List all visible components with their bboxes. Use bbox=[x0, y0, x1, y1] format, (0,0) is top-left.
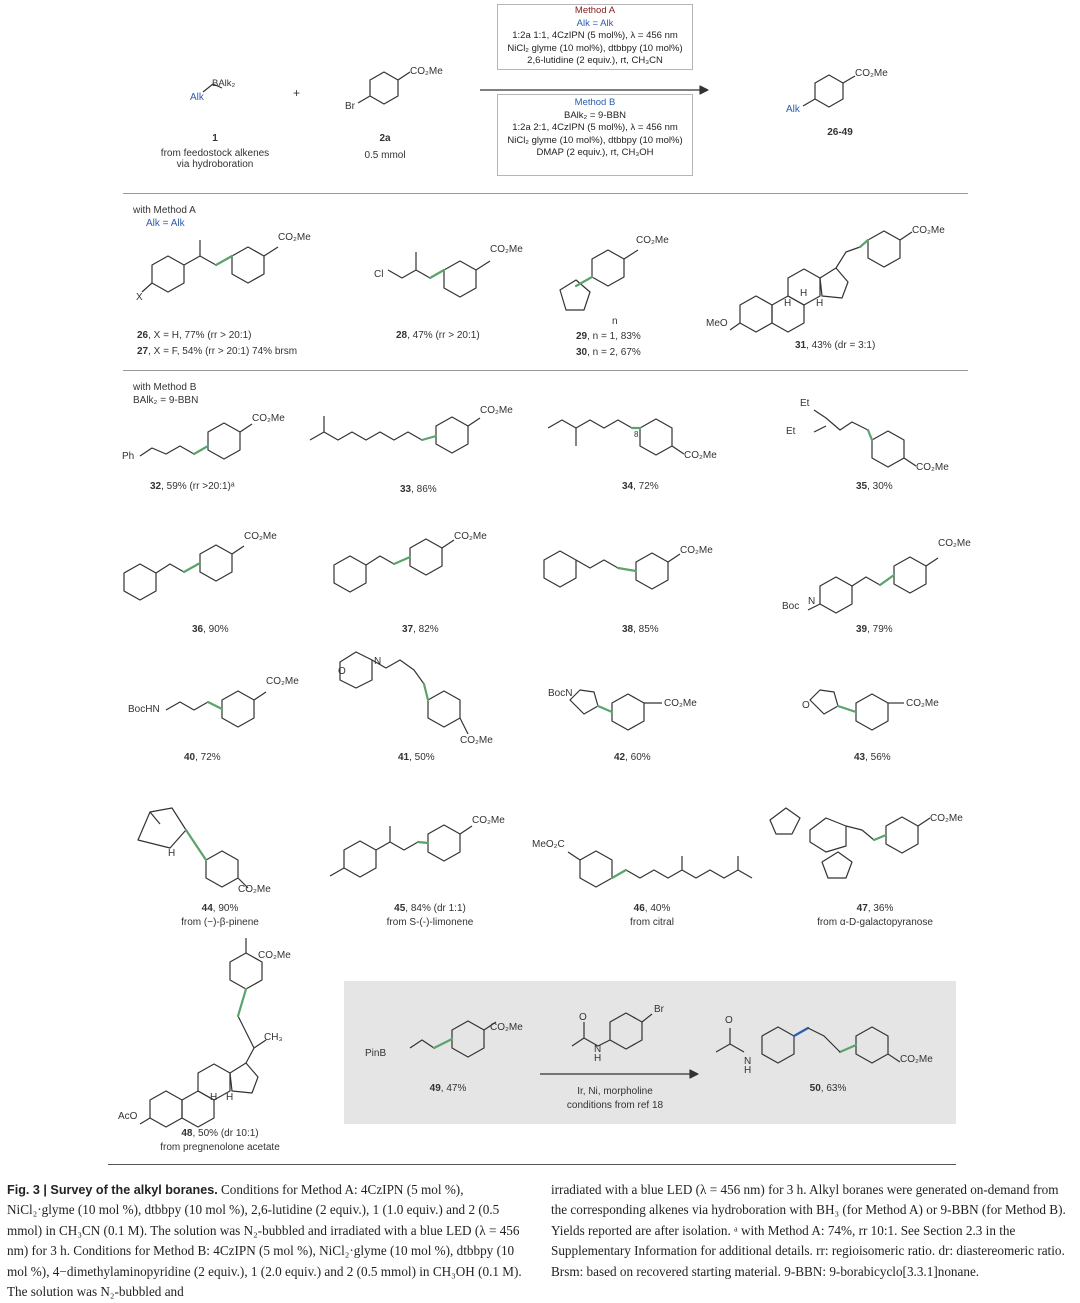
divider-1 bbox=[123, 193, 968, 194]
caption-35: 35, 30% bbox=[856, 481, 893, 492]
label-h-44: H bbox=[168, 848, 176, 859]
caption-33: 33, 86% bbox=[400, 484, 437, 495]
method-a-title: Method A bbox=[574, 5, 616, 16]
co2me-48: CO₂Me bbox=[258, 950, 291, 961]
co2me-40: CO₂Me bbox=[266, 676, 299, 687]
co2me-35: CO₂Me bbox=[916, 462, 949, 473]
method-b-sub: BAlk₂ = 9-BBN bbox=[563, 109, 627, 121]
caption-32: 32, 59% (rr >20:1)ᵃ bbox=[150, 481, 235, 492]
method-a-box bbox=[497, 4, 693, 70]
label-h-panel: H bbox=[594, 1053, 602, 1064]
plus-sign: + bbox=[293, 86, 301, 100]
reagent1-desc1: from feedostock alkenes bbox=[160, 148, 270, 159]
section-a-sub: Alk = Alk bbox=[146, 218, 185, 229]
label-cl: Cl bbox=[374, 269, 384, 280]
reagent1-alk: Alk bbox=[190, 92, 204, 103]
caption-26: 26, X = H, 77% (rr > 20:1) bbox=[137, 330, 252, 341]
co2me-45: CO₂Me bbox=[472, 815, 505, 826]
caption-47: 47, 36% bbox=[856, 903, 894, 914]
label-bocn: BocN bbox=[548, 688, 573, 699]
caption-50: 50, 63% bbox=[809, 1083, 847, 1094]
source-46: from citral bbox=[630, 917, 674, 928]
label-n-41: N bbox=[374, 656, 382, 667]
co2me-32: CO₂Me bbox=[252, 413, 285, 424]
caption-36: 36, 90% bbox=[192, 624, 229, 635]
label-n-panel: N bbox=[594, 1044, 602, 1055]
co2me-42: CO₂Me bbox=[664, 698, 697, 709]
method-b-title: Method B bbox=[574, 97, 616, 108]
caption-46: 46, 40% bbox=[633, 903, 671, 914]
co2me-41: CO₂Me bbox=[460, 735, 493, 746]
caption-27: 27, X = F, 54% (rr > 20:1) 74% brsm bbox=[137, 346, 298, 357]
method-a-line1: 1:2a 1:1, 4CzIPN (5 mol%), λ = 456 nm bbox=[512, 30, 678, 41]
label-o-43: O bbox=[802, 700, 810, 711]
co2me-26: CO₂Me bbox=[278, 232, 311, 243]
co2me-34: CO₂Me bbox=[684, 450, 717, 461]
co2me-44: CO₂Me bbox=[238, 884, 271, 895]
label-x: X bbox=[136, 292, 143, 303]
label-pinb: PinB bbox=[365, 1048, 387, 1059]
product-label: 26-49 bbox=[827, 127, 853, 138]
label-8: 8 bbox=[634, 430, 639, 439]
section-b-title: with Method B bbox=[133, 382, 197, 393]
reagent2-br: Br bbox=[345, 101, 355, 112]
label-aco: AcO bbox=[118, 1111, 138, 1122]
product-alk: Alk bbox=[786, 104, 800, 115]
label-bochn: BocHN bbox=[128, 704, 160, 715]
reagent2-label: 2a bbox=[379, 133, 391, 144]
caption-31: 31, 43% (dr = 3:1) bbox=[795, 340, 876, 351]
method-b-line2: NiCl₂ glyme (10 mol%), dtbbpy (10 mol%) bbox=[507, 134, 683, 146]
figure-title: Survey of the alkyl boranes. bbox=[50, 1183, 218, 1197]
panel-cond1: Ir, Ni, morpholine bbox=[577, 1086, 653, 1097]
co2me-39: CO₂Me bbox=[938, 538, 971, 549]
caption-40: 40, 72% bbox=[184, 752, 221, 763]
caption-text-col2: irradiated with a blue LED (λ = 456 nm) for 3 h. Alkyl boranes were generated on-demand from the corresponding alkenes via hydroboration with BH₃ (for Method A) or 9-BBN (for Method B). Yields reported are after isolation. ᵃ with Method A: 74%, rr 10:1. See Section 2.3 in the Supplementary Information for additional details. rr: regioisomeric ratio. dr: diastereomeric ratio. Brsm: based on recovered starting material. 9-BBN: 9-borabicyclo[3.3.1]nonane. bbox=[551, 1182, 1066, 1279]
figure-label: Fig. 3 bbox=[7, 1183, 40, 1197]
co2me-47: CO₂Me bbox=[930, 813, 963, 824]
label-n: n bbox=[612, 316, 618, 327]
label-o-panel: O bbox=[579, 1012, 587, 1023]
reagent1-label: 1 bbox=[212, 133, 218, 144]
caption-37: 37, 82% bbox=[402, 624, 439, 635]
reagent1-balk: BAlk₂ bbox=[212, 78, 236, 89]
label-n-50: N bbox=[744, 1056, 752, 1067]
label-et1: Et bbox=[800, 398, 810, 409]
label-h-31a: H bbox=[800, 288, 808, 299]
product-co2me: CO₂Me bbox=[855, 68, 888, 79]
reagent2-amount: 0.5 mmol bbox=[364, 150, 406, 161]
method-a-line3: 2,6-lutidine (2 equiv.), rt, CH₃CN bbox=[527, 55, 663, 66]
label-ch3: CH₃ bbox=[264, 1032, 283, 1043]
label-br-panel: Br bbox=[654, 1004, 664, 1015]
caption-42: 42, 60% bbox=[614, 752, 651, 763]
source-47: from α-D-galactopyranose bbox=[817, 917, 933, 928]
caption-44: 44, 90% bbox=[201, 903, 239, 914]
caption-45: 45, 84% (dr 1:1) bbox=[394, 903, 466, 914]
divider-caption bbox=[108, 1164, 956, 1165]
label-boc-39: Boc bbox=[782, 601, 800, 612]
product-ring bbox=[815, 75, 843, 107]
method-b-box bbox=[497, 94, 693, 176]
label-n-39: N bbox=[808, 596, 816, 607]
caption-39: 39, 79% bbox=[856, 624, 893, 635]
method-a-line2: NiCl₂ glyme (10 mol%), dtbbpy (10 mol%) bbox=[507, 42, 683, 54]
label-meo: MeO bbox=[706, 318, 728, 329]
panel-cond2: conditions from ref 18 bbox=[566, 1100, 664, 1111]
caption-41: 41, 50% bbox=[398, 752, 435, 763]
source-48: from pregnenolone acetate bbox=[160, 1142, 280, 1153]
co2me-28: CO₂Me bbox=[490, 244, 523, 255]
co2me-50: CO₂Me bbox=[900, 1054, 933, 1065]
co2me-36: CO₂Me bbox=[244, 531, 277, 542]
co2me-49: CO₂Me bbox=[490, 1022, 523, 1033]
section-a-title: with Method A bbox=[133, 205, 196, 216]
label-o-41: O bbox=[338, 666, 346, 677]
caption-49: 49, 47% bbox=[429, 1083, 467, 1094]
figure-caption-col2 bbox=[551, 1180, 1073, 1282]
method-b-line1: 1:2a 2:1, 4CzIPN (5 mol%), λ = 456 nm bbox=[512, 122, 678, 133]
caption-34: 34, 72% bbox=[622, 481, 659, 492]
reagent2-ring bbox=[370, 72, 398, 104]
co2me-33: CO₂Me bbox=[480, 405, 513, 416]
co2me-43: CO₂Me bbox=[906, 698, 939, 709]
divider-2 bbox=[123, 370, 968, 371]
reagent2-co2me: CO₂Me bbox=[410, 66, 443, 77]
label-et2: Et bbox=[786, 426, 796, 437]
label-h-48b: H bbox=[226, 1092, 234, 1103]
figure-caption-col1: Fig. 3 | Survey of the alkyl boranes. Conditions for Method A: 4CzIPN (5 mol %), NiCl₂·glyme (10 mol %), dtbbpy (10 mol %), 2,6-lutidine (2 equiv.), 1 (1.0 equiv.) and 2 (0.5 mmol) in CH₃CN (0.1 M). The solution was N₂-bubbled and irradiated with a blue LED (λ = 456 nm) for 3 h. Conditions for Method B: 4CzIPN (5 mol %), NiCl₂·glyme (10 mol %), dtbbpy (10 mol %), 4−dimethylaminopyridine (2 equiv.), 1 (2.0 equiv.) and 2 (0.5 mmol) in CH₃OH (0.1 M). The solution was N₂-bubbled and bbox=[7, 1182, 522, 1300]
label-h-31b: H bbox=[784, 298, 792, 309]
source-45: from S-(-)-limonene bbox=[386, 917, 474, 928]
method-a-sub: Alk = Alk bbox=[576, 17, 614, 29]
source-44: from (−)-β-pinene bbox=[181, 917, 259, 928]
co2me-37: CO₂Me bbox=[454, 531, 487, 542]
caption-48: 48, 50% (dr 10:1) bbox=[181, 1128, 259, 1139]
section-b-sub: BAlk₂ = 9-BBN bbox=[133, 395, 199, 406]
co2me-29: CO₂Me bbox=[636, 235, 669, 246]
caption-29: 29, n = 1, 83% bbox=[576, 331, 641, 342]
label-meo2c: MeO₂C bbox=[532, 839, 565, 850]
caption-43: 43, 56% bbox=[854, 752, 891, 763]
method-b-line3: DMAP (2 equiv.), rt, CH₃OH bbox=[536, 147, 654, 158]
label-h-50: H bbox=[744, 1065, 752, 1076]
label-h-48a: H bbox=[210, 1092, 218, 1103]
co2me-31: CO₂Me bbox=[912, 225, 945, 236]
caption-text-col1: Conditions for Method A: 4CzIPN (5 mol %), NiCl₂·glyme (10 mol %), dtbbpy (10 mol %), 2,6-lutidine (2 equiv.), 1 (1.0 equiv.) and 2 (0.5 mmol) in CH₃CN (0.1 M). The solution was N₂-bubbled and irradiated with a blue LED (λ = 456 nm) for 3 h. Conditions for Method B: 4CzIPN (5 mol %), NiCl₂·glyme (10 mol %), dtbbpy (10 mol %), 4−dimethylaminopyridine (2 equiv.), 1 (2.0 equiv.) and 2 (0.5 mmol) in CH₃OH (0.1 M). The solution was N₂-bubbled and bbox=[7, 1182, 522, 1300]
co2me-38: CO₂Me bbox=[680, 545, 713, 556]
caption-30: 30, n = 2, 67% bbox=[576, 347, 641, 358]
label-h-31c: H bbox=[816, 298, 824, 309]
reagent1-desc2: via hydroboration bbox=[176, 159, 254, 170]
caption-38: 38, 85% bbox=[622, 624, 659, 635]
label-ph: Ph bbox=[122, 451, 135, 462]
label-o-50: O bbox=[725, 1015, 733, 1026]
caption-28: 28, 47% (rr > 20:1) bbox=[396, 330, 480, 341]
